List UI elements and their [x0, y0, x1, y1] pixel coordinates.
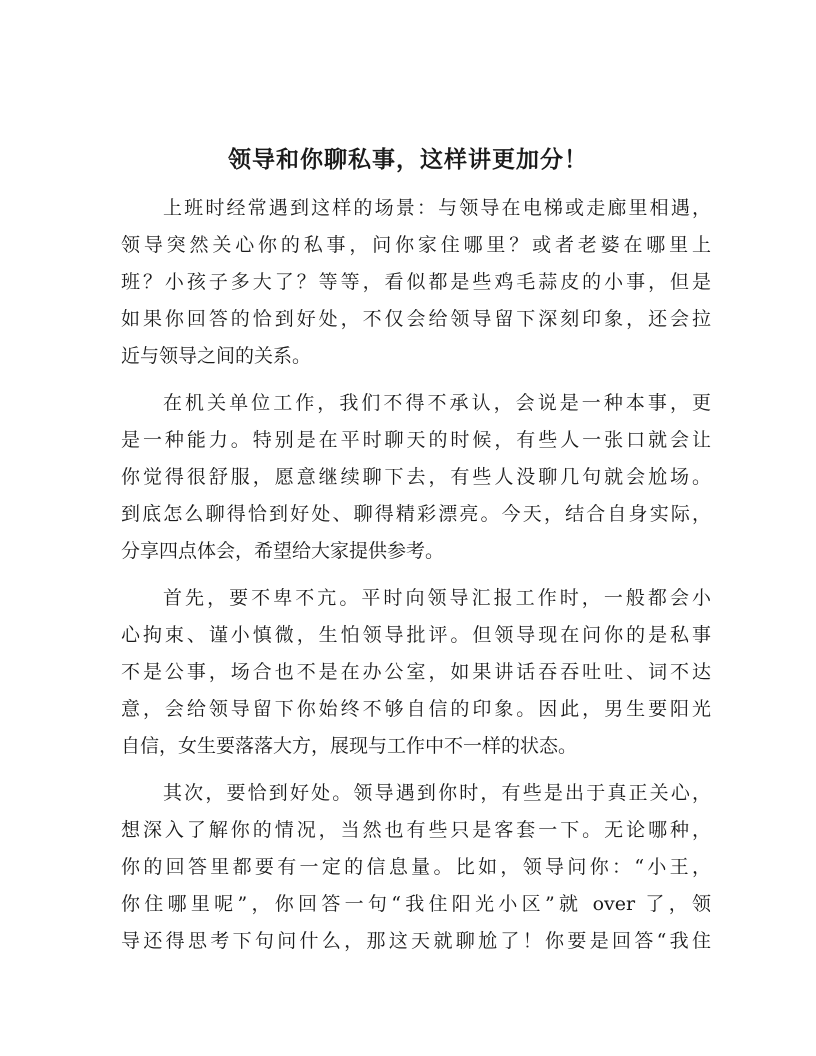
paragraph-4-line-3: 你的回答里都要有一定的信息量。比如，领导问你：“小王，	[121, 856, 711, 878]
paragraph-1-line-4: 如果你回答的恰到好处，不仅会给领导留下深刻印象，还会拉	[121, 308, 711, 330]
paragraph-3-line-1: 首先，要不卑不亢。平时向领导汇报工作时，一般都会小	[163, 587, 711, 609]
paragraph-4-line-4: 你住哪里呢”，你回答一句“我住阳光小区”就 over 了，领	[121, 893, 711, 915]
paragraph-1-line-1: 上班时经常遇到这样的场景：与领导在电梯或走廊里相遇，	[163, 197, 711, 219]
document-title: 领导和你聊私事，这样讲更加分！	[228, 147, 588, 173]
paragraph-2-line-4: 到底怎么聊得恰到好处、聊得精彩漂亮。今天，结合自身实际，	[121, 503, 711, 525]
paragraph-2	[121, 385, 711, 570]
paragraph-1-line-2: 领导突然关心你的私事，问你家住哪里？或者老婆在哪里上	[121, 234, 711, 256]
paragraph-3-line-4: 意，会给领导留下你始终不够自信的印象。因此，男生要阳光	[121, 698, 711, 720]
paragraph-3-line-2: 心拘束、谨小慎微，生怕领导批评。但领导现在问你的是私事	[121, 624, 711, 646]
paragraph-4-line-1: 其次，要恰到好处。领导遇到你时，有些是出于真正关心，	[163, 782, 711, 804]
paragraph-3-line-3: 不是公事，场合也不是在办公室，如果讲话吞吞吐吐、词不达	[121, 661, 711, 683]
paragraph-2-line-2: 是一种能力。特别是在平时聊天的时候，有些人一张口就会让	[121, 429, 711, 451]
document-body	[121, 190, 711, 970]
paragraph-1-line-5: 近与领导之间的关系。	[121, 345, 312, 367]
paragraph-2-line-3: 你觉得很舒服，愿意继续聊下去，有些人没聊几句就会尬场。	[121, 466, 711, 488]
paragraph-4-line-2: 想深入了解你的情况，当然也有些只是客套一下。无论哪种，	[121, 819, 711, 841]
paragraph-4-line-5: 导还得思考下句问什么，那这天就聊尬了！你要是回答“我住	[121, 930, 711, 952]
paragraph-3	[121, 580, 711, 765]
paragraph-1-line-3: 班？小孩子多大了？等等，看似都是些鸡毛蒜皮的小事，但是	[121, 271, 711, 293]
paragraph-3-line-5: 自信，女生要落落大方，展现与工作中不一样的状态。	[121, 735, 578, 757]
paragraph-2-line-5: 分享四点体会，希望给大家提供参考。	[121, 540, 445, 562]
paragraph-2-line-1: 在机关单位工作，我们不得不承认，会说是一种本事，更	[163, 392, 711, 414]
paragraph-4	[121, 775, 711, 960]
paragraph-1	[121, 190, 711, 375]
